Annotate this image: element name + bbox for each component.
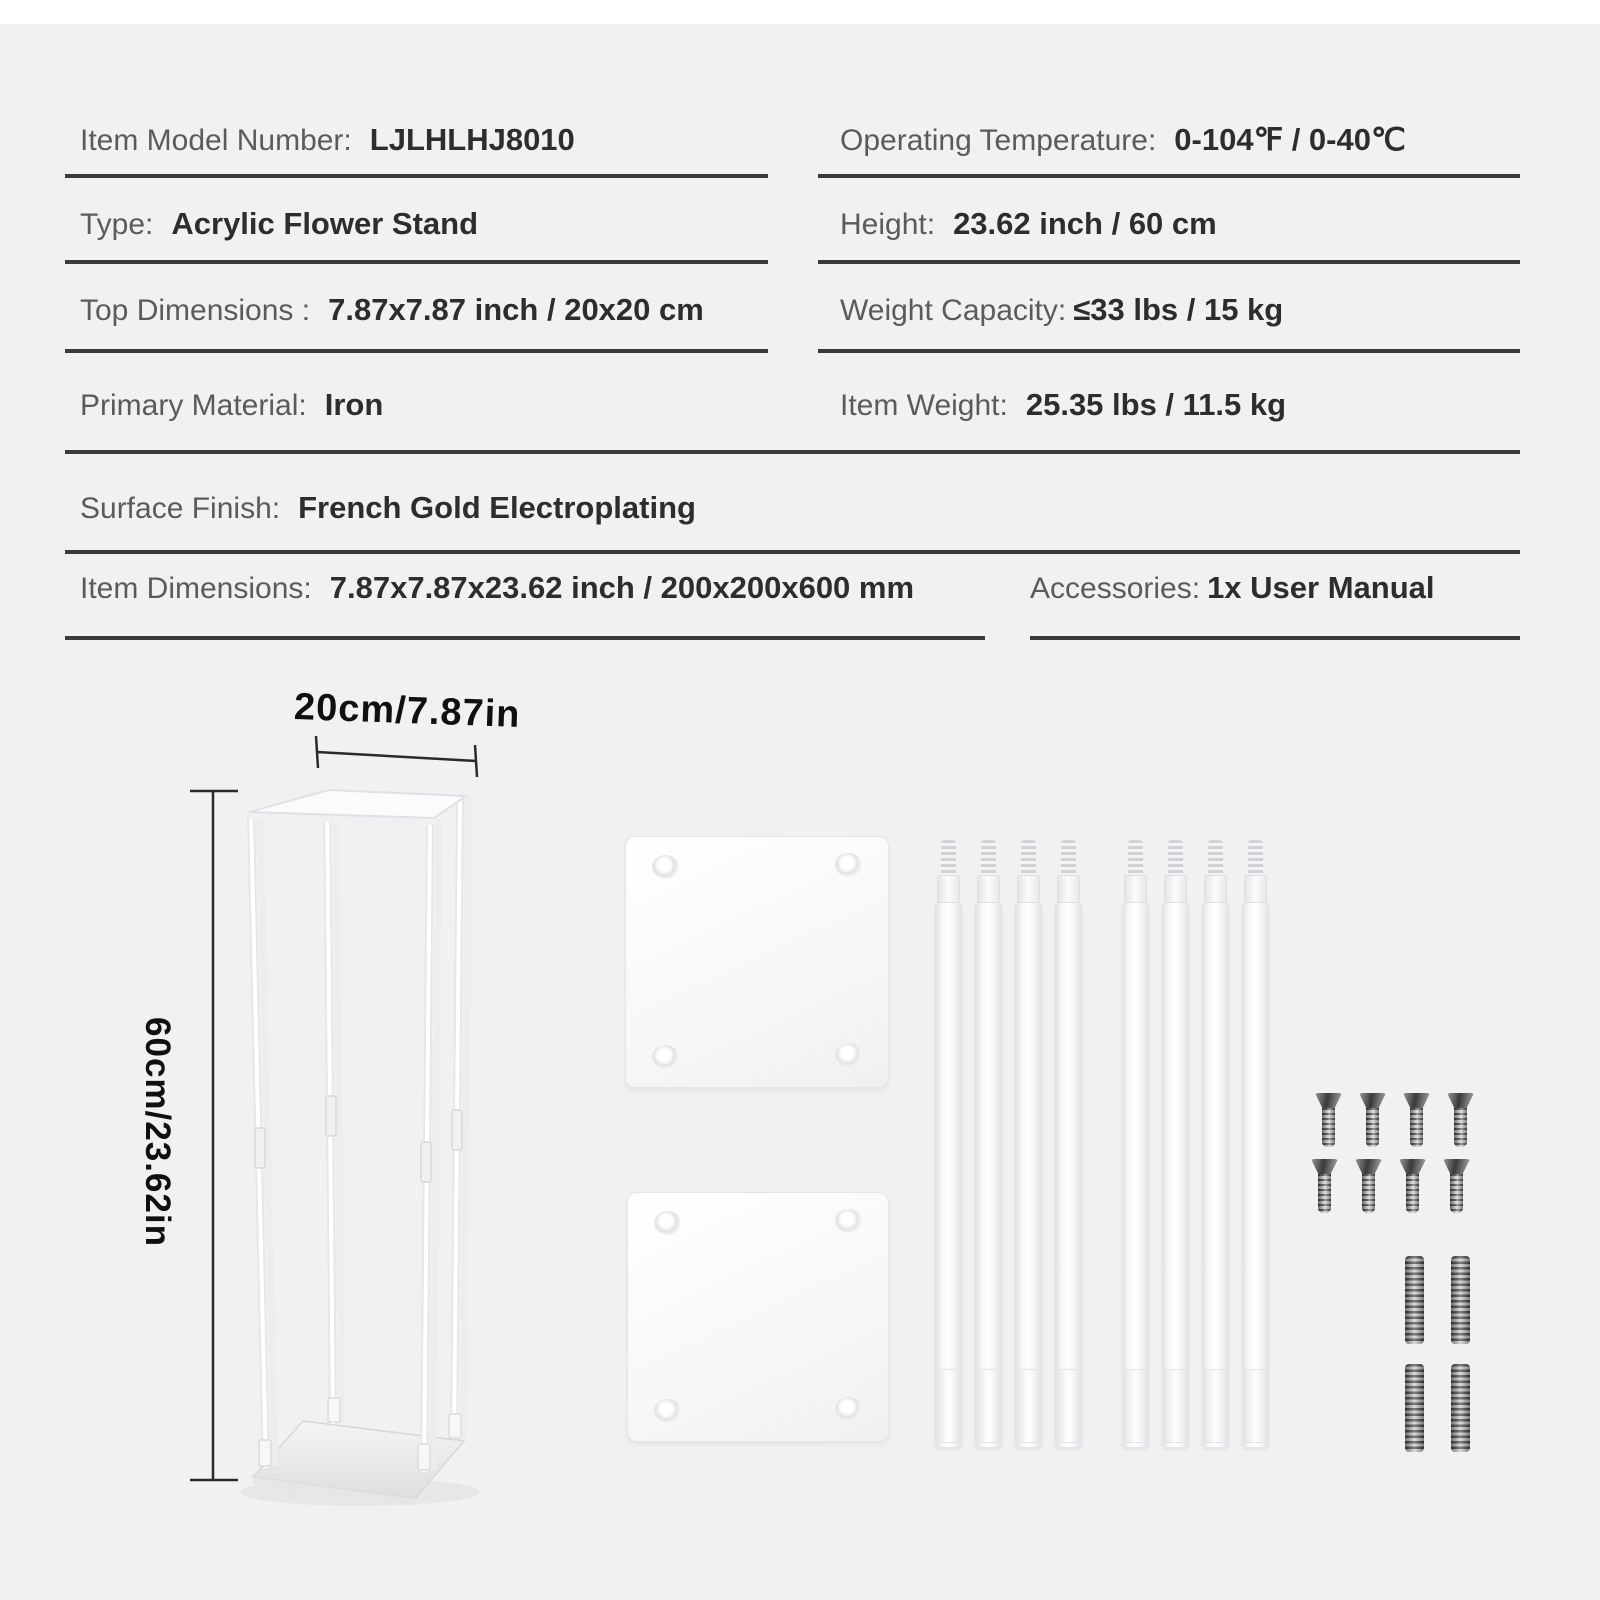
screw xyxy=(1399,1159,1426,1213)
divider xyxy=(65,636,985,640)
tube-body xyxy=(935,903,962,1447)
screw-shank xyxy=(1406,1174,1419,1213)
screw-shank xyxy=(1366,1108,1379,1147)
stand-front-legs xyxy=(251,815,439,1472)
tube-thread-tip xyxy=(1021,840,1036,876)
acrylic-tube xyxy=(975,840,1002,1447)
tube-body xyxy=(1162,903,1189,1447)
spec-label: Height: xyxy=(840,208,936,241)
spec-item-dimensions xyxy=(80,568,914,608)
spec-label: Item Dimensions: xyxy=(80,572,312,605)
spec-value: 7.87x7.87 inch / 20x20 cm xyxy=(328,292,704,327)
screw-shank xyxy=(1454,1108,1467,1147)
spec-operating-temperature xyxy=(840,120,1406,160)
panel-hole xyxy=(652,855,679,879)
tube-thread-tip xyxy=(981,840,996,876)
tube-body xyxy=(1015,903,1042,1447)
spec-primary-material xyxy=(80,385,383,425)
screw-shank xyxy=(1450,1174,1463,1213)
tube-collar xyxy=(977,875,1000,903)
screw xyxy=(1443,1159,1470,1213)
acrylic-tube xyxy=(1242,840,1269,1447)
acrylic-panel xyxy=(625,836,889,1088)
screw-head xyxy=(1359,1093,1386,1108)
tube-thread-tip xyxy=(1248,840,1263,876)
height-dimension-line xyxy=(190,791,238,1480)
divider xyxy=(65,260,768,264)
acrylic-panel xyxy=(627,1192,889,1442)
tube-body xyxy=(1242,903,1269,1447)
spec-label: Operating Temperature: xyxy=(840,124,1157,157)
panel-hole xyxy=(652,1045,679,1069)
screw-head xyxy=(1403,1093,1430,1108)
spec-value: 1x User Manual xyxy=(1207,570,1435,605)
spec-label: Top Dimensions : xyxy=(80,294,311,327)
tube-body xyxy=(1122,903,1149,1447)
panel-hole xyxy=(835,1397,862,1421)
threaded-stud-group xyxy=(1405,1256,1470,1452)
spec-accessories xyxy=(1030,568,1435,608)
spec-type xyxy=(80,204,478,244)
spec-value: 23.62 inch / 60 cm xyxy=(953,206,1217,241)
tube-thread-tip xyxy=(1168,840,1183,876)
screw-head xyxy=(1399,1159,1426,1174)
screw-shank xyxy=(1318,1174,1331,1213)
divider xyxy=(818,174,1520,178)
tube-collar xyxy=(1057,875,1080,903)
spec-label: Item Weight: xyxy=(840,389,1008,422)
width-dimension-line xyxy=(316,736,477,777)
spec-height xyxy=(840,204,1217,244)
spec-item-weight xyxy=(840,385,1286,425)
panel-hole xyxy=(654,1399,681,1423)
panel-hole xyxy=(835,1209,862,1233)
threaded-stud xyxy=(1405,1364,1424,1452)
acrylic-tube xyxy=(1122,840,1149,1447)
threaded-stud xyxy=(1405,1256,1424,1344)
tube-thread-tip xyxy=(1061,840,1076,876)
leg-ferrules xyxy=(259,1398,461,1470)
spec-item-model-number xyxy=(80,120,575,160)
screw-row xyxy=(1315,1093,1474,1147)
tube-collar xyxy=(1124,875,1147,903)
spec-value: 0-104℉ / 0-40℃ xyxy=(1174,122,1406,157)
spec-label: Accessories: xyxy=(1030,572,1201,605)
height-dimension-label: 60cm/23.62in xyxy=(138,1017,177,1247)
screw-head xyxy=(1315,1093,1342,1108)
top-white-strip xyxy=(0,0,1600,24)
spec-label: Primary Material: xyxy=(80,389,307,422)
divider xyxy=(65,550,1520,554)
screw xyxy=(1403,1093,1430,1147)
screw-row xyxy=(1311,1159,1470,1213)
divider xyxy=(1030,636,1520,640)
threaded-stud xyxy=(1451,1256,1470,1344)
screw xyxy=(1311,1159,1338,1213)
acrylic-tube xyxy=(1162,840,1189,1447)
screw-head xyxy=(1311,1159,1338,1174)
screw xyxy=(1447,1093,1474,1147)
tube-body xyxy=(975,903,1002,1447)
divider xyxy=(65,174,768,178)
screw xyxy=(1359,1093,1386,1147)
spec-weight-capacity xyxy=(840,290,1283,330)
spec-label: Surface Finish: xyxy=(80,492,281,525)
tube-group xyxy=(1122,840,1269,1447)
tube-body xyxy=(1055,903,1082,1447)
tube-collar xyxy=(1244,875,1267,903)
stand-top-plate xyxy=(249,790,466,818)
leg-couplers xyxy=(255,1096,462,1182)
spec-label: Weight Capacity: xyxy=(840,294,1067,327)
acrylic-tube xyxy=(1202,840,1229,1447)
divider xyxy=(818,260,1520,264)
screw-shank xyxy=(1362,1174,1375,1213)
acrylic-tube xyxy=(1055,840,1082,1447)
divider xyxy=(818,349,1520,353)
spec-surface-finish xyxy=(80,488,696,528)
divider xyxy=(65,450,1520,454)
spec-value: 7.87x7.87x23.62 inch / 200x200x600 mm xyxy=(329,570,915,605)
tube-thread-tip xyxy=(941,840,956,876)
acrylic-tube xyxy=(935,840,962,1447)
screw-head xyxy=(1443,1159,1470,1174)
tube-thread-tip xyxy=(1128,840,1143,876)
screw-shank xyxy=(1322,1108,1335,1147)
spec-label: Item Model Number: xyxy=(80,124,352,157)
tube-group xyxy=(935,840,1082,1447)
tube-body xyxy=(1202,903,1229,1447)
spec-value: 25.35 lbs / 11.5 kg xyxy=(1025,387,1287,422)
screw-head xyxy=(1355,1159,1382,1174)
panel-hole xyxy=(835,853,862,877)
spec-value: ≤33 lbs / 15 kg xyxy=(1073,292,1284,327)
screw-shank xyxy=(1410,1108,1423,1147)
divider xyxy=(65,349,768,353)
panel-hole xyxy=(654,1211,681,1235)
screw xyxy=(1315,1093,1342,1147)
screw xyxy=(1355,1159,1382,1213)
tube-collar xyxy=(1164,875,1187,903)
tube-thread-tip xyxy=(1208,840,1223,876)
spec-value: French Gold Electroplating xyxy=(298,490,696,525)
screw-head xyxy=(1447,1093,1474,1108)
tube-collar xyxy=(1017,875,1040,903)
panel-hole xyxy=(835,1043,862,1067)
spec-value: LJLHLHJ8010 xyxy=(369,122,575,157)
spec-value: Acrylic Flower Stand xyxy=(171,206,479,241)
stand-base-plate xyxy=(253,1421,464,1499)
threaded-stud xyxy=(1451,1364,1470,1452)
spec-top-dimensions xyxy=(80,290,704,330)
tube-collar xyxy=(1204,875,1227,903)
acrylic-tube xyxy=(1015,840,1042,1447)
width-dimension-label: 20cm/7.87in xyxy=(293,686,522,736)
stand-back-legs xyxy=(327,792,469,1442)
spec-value: Iron xyxy=(324,387,384,422)
tube-collar xyxy=(937,875,960,903)
spec-label: Type: xyxy=(80,208,154,241)
